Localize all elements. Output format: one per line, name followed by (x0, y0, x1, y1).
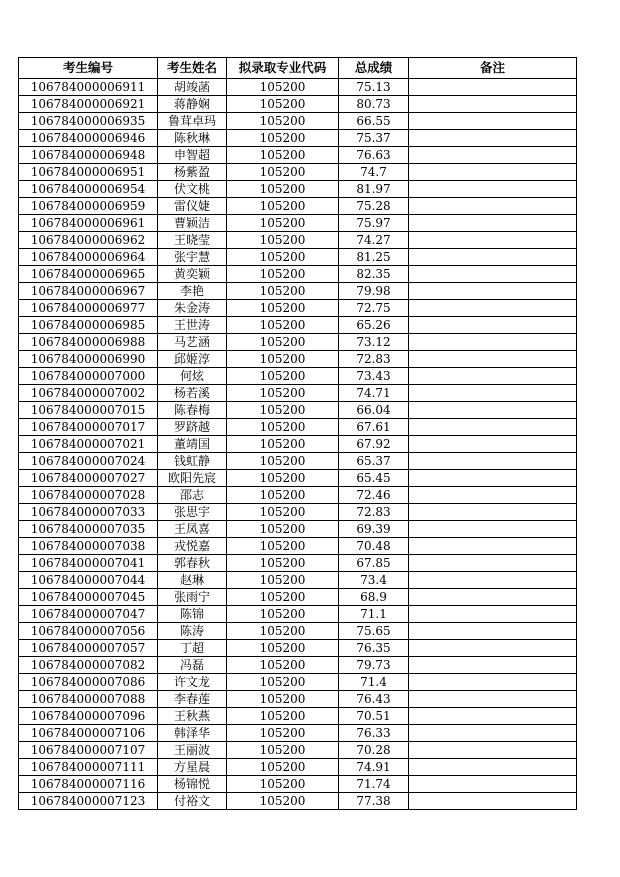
cell-major-code: 105200 (227, 113, 339, 130)
cell-major-code: 105200 (227, 606, 339, 623)
cell-candidate-name: 陈涛 (158, 623, 227, 640)
cell-candidate-name: 王秋燕 (158, 708, 227, 725)
header-row (19, 58, 577, 79)
cell-candidate-id: 106784000006967 (19, 283, 158, 300)
cell-candidate-id: 106784000007017 (19, 419, 158, 436)
cell-candidate-name: 张思宇 (158, 504, 227, 521)
cell-candidate-id: 106784000007021 (19, 436, 158, 453)
cell-major-code: 105200 (227, 504, 339, 521)
cell-candidate-id: 106784000006990 (19, 351, 158, 368)
table-row (19, 300, 577, 317)
cell-candidate-id: 106784000007035 (19, 521, 158, 538)
cell-candidate-name: 鲁茸卓玛 (158, 113, 227, 130)
cell-total-score: 70.48 (339, 538, 409, 555)
cell-candidate-id: 106784000007106 (19, 725, 158, 742)
cell-major-code: 105200 (227, 402, 339, 419)
cell-major-code: 105200 (227, 487, 339, 504)
cell-remarks (409, 776, 577, 793)
cell-candidate-name: 李艳 (158, 283, 227, 300)
cell-candidate-id: 106784000007088 (19, 691, 158, 708)
table-row (19, 96, 577, 113)
table-row (19, 283, 577, 300)
cell-candidate-id: 106784000006948 (19, 147, 158, 164)
cell-major-code: 105200 (227, 317, 339, 334)
cell-candidate-id: 106784000006964 (19, 249, 158, 266)
cell-candidate-name: 马艺涵 (158, 334, 227, 351)
cell-candidate-id: 106784000006977 (19, 300, 158, 317)
cell-candidate-id: 106784000007056 (19, 623, 158, 640)
cell-total-score: 67.92 (339, 436, 409, 453)
cell-candidate-name: 曹颖洁 (158, 215, 227, 232)
cell-total-score: 69.39 (339, 521, 409, 538)
cell-candidate-name: 何炫 (158, 368, 227, 385)
table-row (19, 164, 577, 181)
cell-candidate-name: 邱姬淳 (158, 351, 227, 368)
cell-major-code: 105200 (227, 436, 339, 453)
table-row (19, 793, 577, 810)
cell-candidate-name: 丁超 (158, 640, 227, 657)
cell-candidate-name: 杨锦悦 (158, 776, 227, 793)
cell-candidate-id: 106784000007044 (19, 572, 158, 589)
table-row (19, 198, 577, 215)
cell-candidate-name: 杨紫盈 (158, 164, 227, 181)
cell-candidate-name: 郭春秋 (158, 555, 227, 572)
cell-candidate-id: 106784000007116 (19, 776, 158, 793)
cell-major-code: 105200 (227, 334, 339, 351)
admission-table (18, 57, 577, 810)
cell-remarks (409, 300, 577, 317)
cell-total-score: 74.71 (339, 385, 409, 402)
cell-remarks (409, 249, 577, 266)
cell-remarks (409, 725, 577, 742)
cell-candidate-id: 106784000007041 (19, 555, 158, 572)
table-row (19, 606, 577, 623)
cell-candidate-id: 106784000007028 (19, 487, 158, 504)
cell-candidate-name: 王晓莹 (158, 232, 227, 249)
cell-candidate-name: 董靖国 (158, 436, 227, 453)
cell-candidate-name: 雷仪婕 (158, 198, 227, 215)
cell-candidate-id: 106784000006988 (19, 334, 158, 351)
cell-candidate-id: 106784000006985 (19, 317, 158, 334)
cell-total-score: 66.55 (339, 113, 409, 130)
table-row (19, 742, 577, 759)
header-candidate-id: 考生编号 (19, 58, 158, 79)
cell-remarks (409, 164, 577, 181)
cell-remarks (409, 419, 577, 436)
table-row (19, 266, 577, 283)
cell-candidate-id: 106784000006951 (19, 164, 158, 181)
cell-candidate-name: 王凤喜 (158, 521, 227, 538)
table-row (19, 232, 577, 249)
table-row (19, 249, 577, 266)
cell-remarks (409, 198, 577, 215)
table-row (19, 674, 577, 691)
cell-remarks (409, 657, 577, 674)
cell-remarks (409, 215, 577, 232)
cell-remarks (409, 266, 577, 283)
cell-major-code: 105200 (227, 181, 339, 198)
cell-candidate-name: 伏文桃 (158, 181, 227, 198)
cell-candidate-name: 胡竣菡 (158, 79, 227, 96)
cell-total-score: 72.83 (339, 351, 409, 368)
cell-total-score: 79.73 (339, 657, 409, 674)
cell-candidate-id: 106784000007057 (19, 640, 158, 657)
table-row (19, 79, 577, 96)
cell-major-code: 105200 (227, 419, 339, 436)
cell-major-code: 105200 (227, 572, 339, 589)
cell-total-score: 71.1 (339, 606, 409, 623)
cell-major-code: 105200 (227, 623, 339, 640)
cell-candidate-id: 106784000007027 (19, 470, 158, 487)
cell-total-score: 76.63 (339, 147, 409, 164)
table-row (19, 640, 577, 657)
cell-candidate-id: 106784000007045 (19, 589, 158, 606)
table-row (19, 436, 577, 453)
cell-candidate-name: 陈锦 (158, 606, 227, 623)
cell-candidate-id: 106784000006959 (19, 198, 158, 215)
cell-remarks (409, 232, 577, 249)
table-row (19, 113, 577, 130)
table-row (19, 334, 577, 351)
table-row (19, 487, 577, 504)
cell-candidate-id: 106784000007107 (19, 742, 158, 759)
cell-total-score: 75.37 (339, 130, 409, 147)
cell-candidate-id: 106784000007033 (19, 504, 158, 521)
cell-major-code: 105200 (227, 538, 339, 555)
cell-remarks (409, 147, 577, 164)
table-row (19, 623, 577, 640)
cell-candidate-id: 106784000007000 (19, 368, 158, 385)
cell-major-code: 105200 (227, 283, 339, 300)
cell-candidate-name: 罗跻越 (158, 419, 227, 436)
cell-total-score: 79.98 (339, 283, 409, 300)
cell-major-code: 105200 (227, 657, 339, 674)
cell-candidate-id: 106784000007002 (19, 385, 158, 402)
table-row (19, 572, 577, 589)
table-row (19, 589, 577, 606)
table-row (19, 181, 577, 198)
cell-remarks (409, 555, 577, 572)
cell-remarks (409, 436, 577, 453)
cell-total-score: 76.33 (339, 725, 409, 742)
cell-total-score: 65.45 (339, 470, 409, 487)
cell-total-score: 67.61 (339, 419, 409, 436)
cell-remarks (409, 640, 577, 657)
cell-major-code: 105200 (227, 691, 339, 708)
table-row (19, 504, 577, 521)
cell-candidate-name: 赵琳 (158, 572, 227, 589)
cell-major-code: 105200 (227, 385, 339, 402)
cell-major-code: 105200 (227, 79, 339, 96)
cell-remarks (409, 691, 577, 708)
cell-major-code: 105200 (227, 470, 339, 487)
cell-candidate-id: 106784000006921 (19, 96, 158, 113)
table-row (19, 521, 577, 538)
cell-major-code: 105200 (227, 368, 339, 385)
cell-total-score: 73.12 (339, 334, 409, 351)
table-body (19, 79, 577, 810)
cell-candidate-name: 陈秋琳 (158, 130, 227, 147)
cell-major-code: 105200 (227, 640, 339, 657)
cell-total-score: 74.91 (339, 759, 409, 776)
header-remarks: 备注 (409, 58, 577, 79)
cell-total-score: 74.7 (339, 164, 409, 181)
cell-candidate-name: 冯磊 (158, 657, 227, 674)
table-row (19, 130, 577, 147)
cell-candidate-name: 黄奕颖 (158, 266, 227, 283)
cell-total-score: 75.65 (339, 623, 409, 640)
cell-remarks (409, 708, 577, 725)
cell-total-score: 77.38 (339, 793, 409, 810)
cell-candidate-id: 106784000006961 (19, 215, 158, 232)
cell-remarks (409, 181, 577, 198)
cell-major-code: 105200 (227, 96, 339, 113)
table-row (19, 555, 577, 572)
cell-remarks (409, 572, 577, 589)
cell-candidate-name: 王世涛 (158, 317, 227, 334)
header-total-score: 总成绩 (339, 58, 409, 79)
cell-total-score: 68.9 (339, 589, 409, 606)
cell-major-code: 105200 (227, 759, 339, 776)
table-row (19, 759, 577, 776)
cell-total-score: 75.28 (339, 198, 409, 215)
cell-total-score: 82.35 (339, 266, 409, 283)
cell-total-score: 65.37 (339, 453, 409, 470)
cell-major-code: 105200 (227, 521, 339, 538)
cell-remarks (409, 96, 577, 113)
cell-candidate-name: 张宇慧 (158, 249, 227, 266)
cell-candidate-id: 106784000006911 (19, 79, 158, 96)
table-row (19, 317, 577, 334)
cell-candidate-name: 蒋静娴 (158, 96, 227, 113)
cell-remarks (409, 334, 577, 351)
table-row (19, 776, 577, 793)
cell-remarks (409, 606, 577, 623)
cell-total-score: 75.97 (339, 215, 409, 232)
cell-total-score: 72.75 (339, 300, 409, 317)
cell-candidate-id: 106784000006946 (19, 130, 158, 147)
cell-candidate-name: 邵志 (158, 487, 227, 504)
cell-remarks (409, 130, 577, 147)
table-row (19, 419, 577, 436)
cell-candidate-id: 106784000007024 (19, 453, 158, 470)
cell-total-score: 71.4 (339, 674, 409, 691)
cell-major-code: 105200 (227, 742, 339, 759)
cell-remarks (409, 674, 577, 691)
header-major-code: 拟录取专业代码 (227, 58, 339, 79)
cell-candidate-name: 王丽波 (158, 742, 227, 759)
table-row (19, 385, 577, 402)
cell-remarks (409, 759, 577, 776)
cell-candidate-name: 韩泽华 (158, 725, 227, 742)
cell-candidate-name: 方星晨 (158, 759, 227, 776)
cell-total-score: 80.73 (339, 96, 409, 113)
cell-candidate-id: 106784000007082 (19, 657, 158, 674)
cell-major-code: 105200 (227, 589, 339, 606)
cell-remarks (409, 487, 577, 504)
table-row (19, 708, 577, 725)
cell-total-score: 71.74 (339, 776, 409, 793)
cell-candidate-name: 申智超 (158, 147, 227, 164)
cell-total-score: 67.85 (339, 555, 409, 572)
cell-remarks (409, 623, 577, 640)
cell-remarks (409, 113, 577, 130)
cell-candidate-name: 付裕文 (158, 793, 227, 810)
cell-remarks (409, 368, 577, 385)
cell-major-code: 105200 (227, 198, 339, 215)
table-row (19, 368, 577, 385)
cell-remarks (409, 589, 577, 606)
header-candidate-name: 考生姓名 (158, 58, 227, 79)
cell-total-score: 70.51 (339, 708, 409, 725)
table-row (19, 691, 577, 708)
cell-major-code: 105200 (227, 776, 339, 793)
cell-candidate-name: 钱虹静 (158, 453, 227, 470)
cell-remarks (409, 521, 577, 538)
cell-remarks (409, 79, 577, 96)
cell-remarks (409, 793, 577, 810)
cell-major-code: 105200 (227, 555, 339, 572)
cell-candidate-id: 106784000006962 (19, 232, 158, 249)
cell-total-score: 70.28 (339, 742, 409, 759)
cell-candidate-id: 106784000006935 (19, 113, 158, 130)
cell-total-score: 73.4 (339, 572, 409, 589)
cell-total-score: 75.13 (339, 79, 409, 96)
cell-total-score: 74.27 (339, 232, 409, 249)
cell-remarks (409, 317, 577, 334)
cell-candidate-name: 陈春梅 (158, 402, 227, 419)
cell-major-code: 105200 (227, 453, 339, 470)
cell-major-code: 105200 (227, 249, 339, 266)
cell-candidate-name: 戎悦嘉 (158, 538, 227, 555)
cell-remarks (409, 283, 577, 300)
cell-total-score: 76.43 (339, 691, 409, 708)
cell-remarks (409, 402, 577, 419)
cell-major-code: 105200 (227, 674, 339, 691)
table-row (19, 215, 577, 232)
cell-major-code: 105200 (227, 351, 339, 368)
cell-remarks (409, 538, 577, 555)
cell-major-code: 105200 (227, 215, 339, 232)
cell-remarks (409, 742, 577, 759)
cell-total-score: 76.35 (339, 640, 409, 657)
cell-total-score: 72.46 (339, 487, 409, 504)
cell-candidate-id: 106784000007096 (19, 708, 158, 725)
table-row (19, 725, 577, 742)
cell-candidate-id: 106784000006965 (19, 266, 158, 283)
cell-major-code: 105200 (227, 793, 339, 810)
cell-candidate-name: 李春莲 (158, 691, 227, 708)
cell-remarks (409, 351, 577, 368)
cell-candidate-id: 106784000007047 (19, 606, 158, 623)
cell-remarks (409, 385, 577, 402)
cell-major-code: 105200 (227, 708, 339, 725)
cell-total-score: 73.43 (339, 368, 409, 385)
cell-candidate-name: 许文龙 (158, 674, 227, 691)
cell-total-score: 65.26 (339, 317, 409, 334)
table-row (19, 657, 577, 674)
cell-candidate-id: 106784000007015 (19, 402, 158, 419)
cell-candidate-name: 张雨宁 (158, 589, 227, 606)
cell-major-code: 105200 (227, 232, 339, 249)
cell-candidate-id: 106784000007111 (19, 759, 158, 776)
cell-major-code: 105200 (227, 300, 339, 317)
cell-major-code: 105200 (227, 266, 339, 283)
cell-major-code: 105200 (227, 147, 339, 164)
cell-major-code: 105200 (227, 164, 339, 181)
cell-total-score: 66.04 (339, 402, 409, 419)
cell-major-code: 105200 (227, 130, 339, 147)
cell-total-score: 81.25 (339, 249, 409, 266)
cell-candidate-name: 欧阳先宸 (158, 470, 227, 487)
cell-remarks (409, 453, 577, 470)
cell-candidate-name: 朱金涛 (158, 300, 227, 317)
cell-candidate-id: 106784000007086 (19, 674, 158, 691)
table-row (19, 402, 577, 419)
table-row (19, 453, 577, 470)
table-row (19, 470, 577, 487)
cell-candidate-id: 106784000007123 (19, 793, 158, 810)
cell-remarks (409, 504, 577, 521)
cell-major-code: 105200 (227, 725, 339, 742)
cell-remarks (409, 470, 577, 487)
table-row (19, 351, 577, 368)
cell-candidate-id: 106784000006954 (19, 181, 158, 198)
table-row (19, 538, 577, 555)
cell-candidate-name: 杨若溪 (158, 385, 227, 402)
table-row (19, 147, 577, 164)
cell-total-score: 81.97 (339, 181, 409, 198)
cell-total-score: 72.83 (339, 504, 409, 521)
cell-candidate-id: 106784000007038 (19, 538, 158, 555)
